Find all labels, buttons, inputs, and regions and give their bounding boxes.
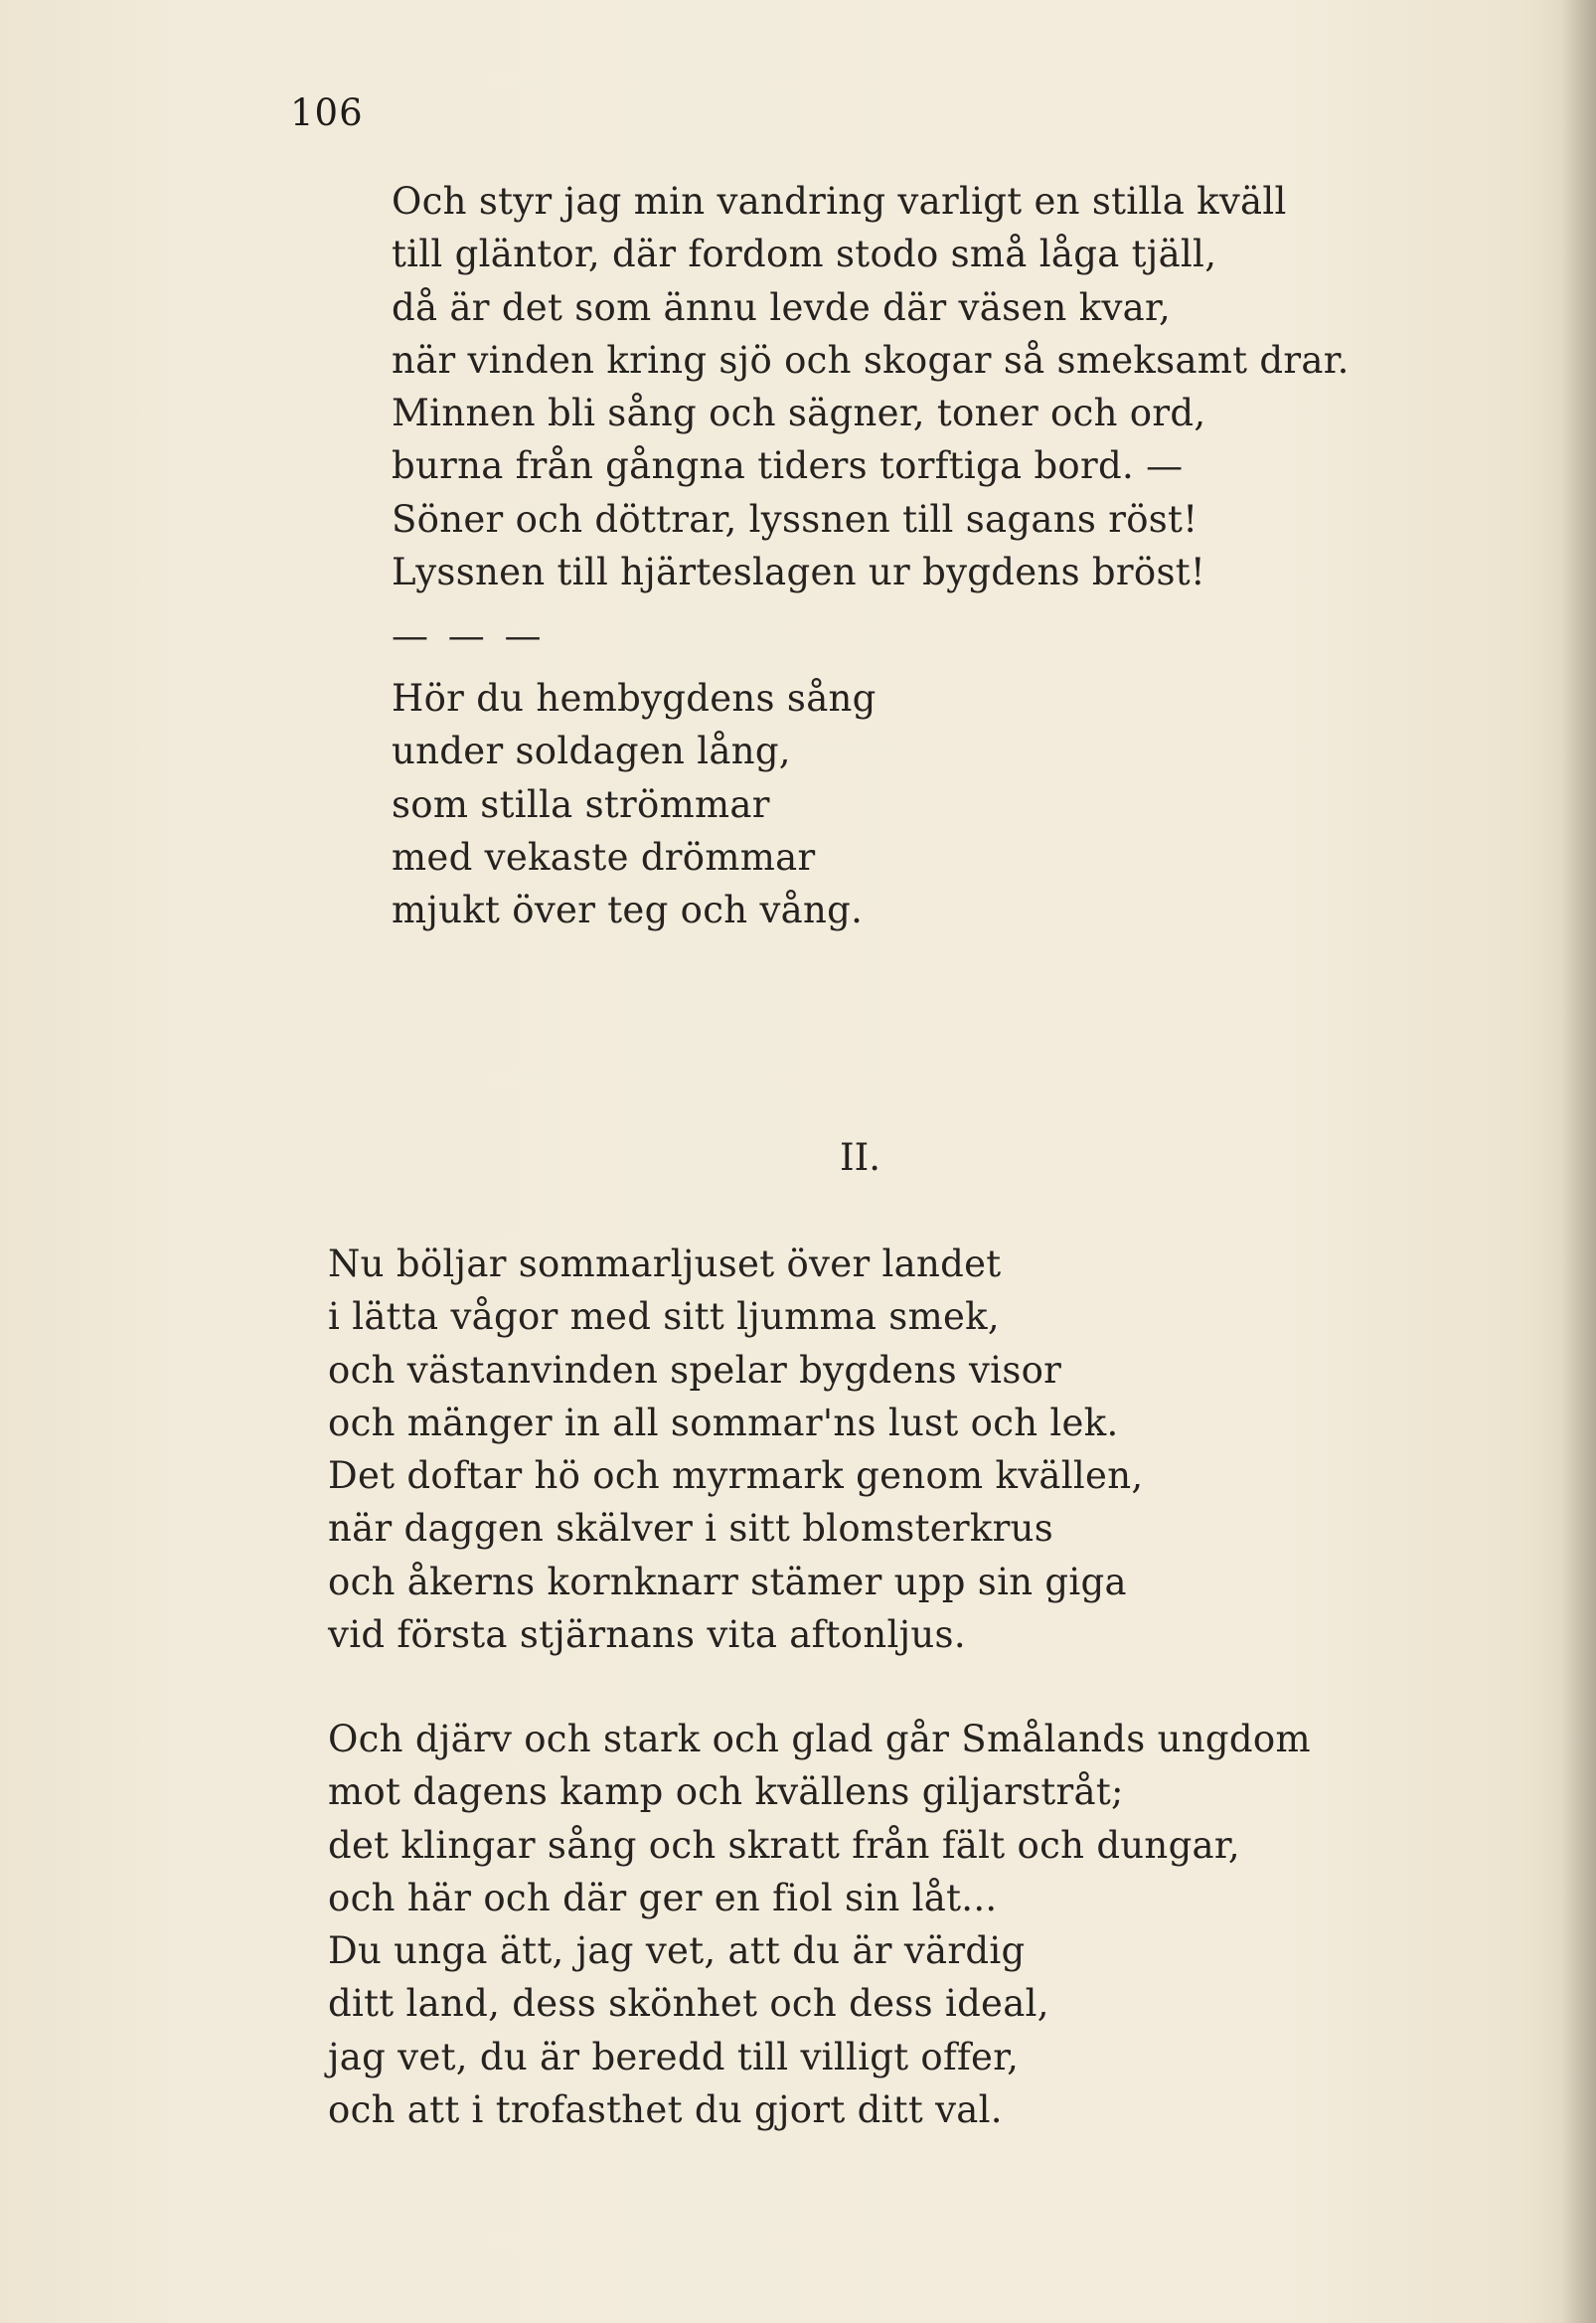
poem-line: jag vet, du är beredd till villigt offer,	[328, 2035, 1020, 2078]
poem-line: Det doftar hö och myrmark genom kvällen,	[328, 1454, 1144, 1498]
poem-line: och mänger in all sommar'ns lust och lek.	[328, 1401, 1119, 1444]
poem-line: Du unga ätt, jag vet, att du är värdig	[328, 1929, 1026, 1973]
poem-line: Minnen bli sång och sägner, toner och ord,	[392, 392, 1206, 435]
poem-line: och att i trofasthet du gjort ditt val.	[328, 2088, 1003, 2132]
poem-line: ditt land, dess skönhet och dess ideal,	[328, 1982, 1049, 2026]
poem-line: burna från gångna tiders torftiga bord. —	[392, 444, 1184, 488]
poem-line: Lyssnen till hjärteslagen ur bygdens bröst!	[392, 551, 1206, 594]
poem-line: Nu böljar sommarljuset över landet	[328, 1243, 1002, 1285]
poem-stanza-1	[392, 175, 1350, 598]
poem-line: Och djärv och stark och glad går Smålands ungdom	[328, 1718, 1311, 1760]
poem-line: Söner och döttrar, lyssnen till sagans röst!	[392, 497, 1198, 541]
poem-line: det klingar sång och skratt från fält och dungar,	[328, 1823, 1240, 1867]
poem-line: mjukt över teg och vång.	[392, 889, 864, 932]
poem-line: i lätta vågor med sitt ljumma smek,	[328, 1295, 1000, 1339]
poem-line: och åkerns kornknarr stämer upp sin giga	[328, 1560, 1127, 1603]
poem-line: när vinden kring sjö och skogar så smeksamt drar.	[392, 338, 1350, 382]
page-number: 106	[290, 91, 364, 134]
poem-line: Och styr jag min vandring varligt en stilla kväll	[392, 180, 1287, 223]
poem-stanza-3	[328, 1238, 1143, 1661]
poem-line: Hör du hembygdens sång	[392, 677, 877, 720]
poem-line: då är det som ännu levde där väsen kvar,	[392, 285, 1172, 329]
poem-line: och här och där ger en fiol sin låt...	[328, 1876, 998, 1919]
poem-line: under soldagen lång,	[392, 730, 791, 773]
poem-line: med vekaste drömmar	[392, 835, 816, 879]
section-number: II.	[840, 1136, 880, 1179]
stanza-separator: — — —	[392, 614, 546, 657]
page-gutter-shadow	[1562, 0, 1596, 2323]
poem-line: när daggen skälver i sitt blomsterkrus	[328, 1507, 1054, 1551]
poem-line: vid första stjärnans vita aftonljus.	[328, 1613, 966, 1657]
poem-line: som stilla strömmar	[392, 782, 770, 826]
poem-stanza-2	[392, 672, 877, 936]
poem-line: och västanvinden spelar bygdens visor	[328, 1348, 1062, 1392]
poem-line: till gläntor, där fordom stodo små låga tjäll,	[392, 233, 1217, 276]
poem-stanza-4	[328, 1713, 1311, 2136]
poem-line: mot dagens kamp och kvällens giljarstråt;	[328, 1770, 1124, 1814]
